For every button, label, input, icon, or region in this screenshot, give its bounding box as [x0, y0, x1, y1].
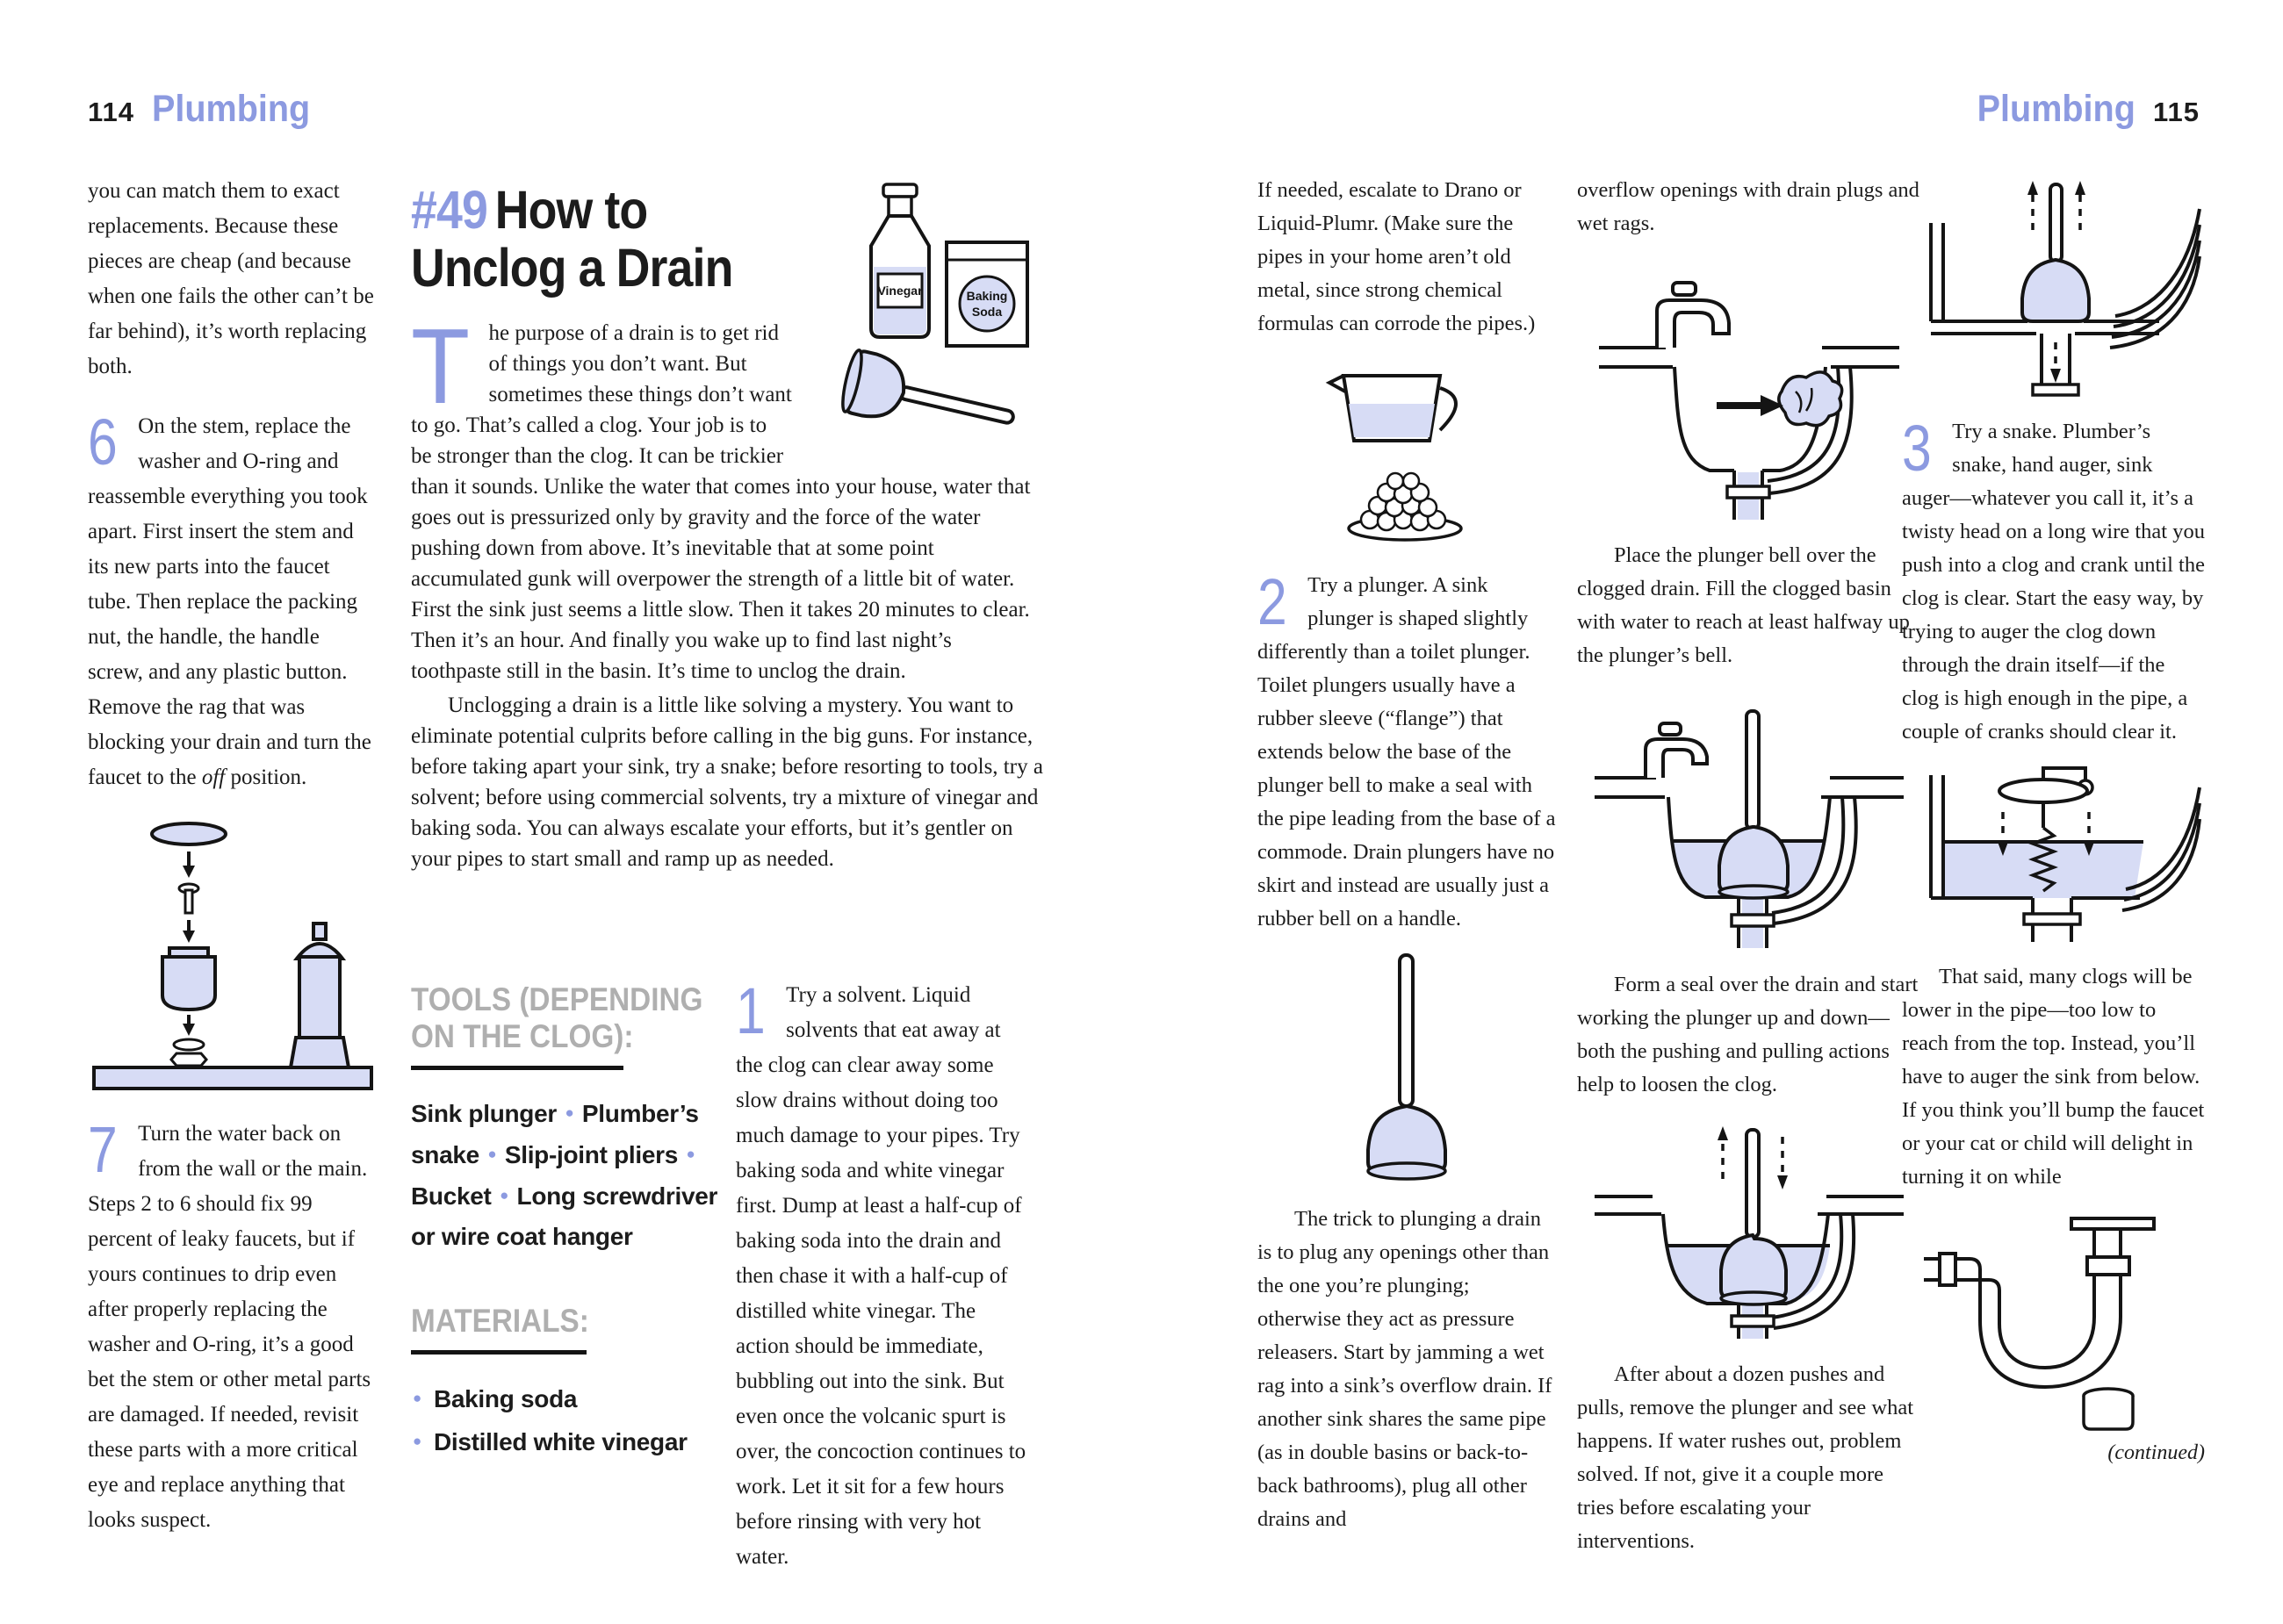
- clogs-lower-paragraph: That said, many clogs will be lower in the pipe—too low to reach from the top. Instead, you’ll have to auger the sink from below. If you think you’ll bump the faucet or your cat or child will delight in turning it on while: [1902, 965, 2205, 1189]
- tool-item: Bucket: [411, 1182, 492, 1210]
- right-page-column-1: [1257, 174, 1556, 1536]
- materials-rule: [411, 1350, 587, 1355]
- plunger-lying: [839, 349, 1020, 444]
- step-7-number: 7: [88, 1113, 118, 1186]
- tools-list: [411, 1093, 723, 1257]
- step-1-text: Try a solvent. Liquid solvents that eat away at the clog can clear away some slow drains without doing too much damage to your pipes. Try baking soda and white vinegar first. Dump at least a half-cup of baking soda into the drain and then chase it with a half-cup of distilled white vinegar. The action should be immediate, bubbling out into the sink. But even once the volcanic spurt is over, the concoction continues to work. Let it sit for a few hours before rinsing with very hot water.: [736, 983, 1026, 1569]
- step-1: [736, 974, 1027, 1575]
- overflow-paragraph: overflow openings with drain plugs and wet rags.: [1577, 178, 1919, 235]
- bullet-dot: ●: [413, 1390, 421, 1406]
- tool-item: Plumber’s snake: [411, 1100, 699, 1168]
- svg-text:Baking: Baking: [966, 289, 1008, 303]
- feature-article: [411, 181, 1047, 874]
- step-7: [88, 1113, 378, 1538]
- continued-note: (continued): [2107, 1441, 2205, 1464]
- sink-plunger-working-illustration: [1591, 1123, 1907, 1342]
- plunger-pull-up-illustration: [1905, 174, 2203, 398]
- arrow-down: [2050, 369, 2061, 383]
- p-trap-illustration: [1922, 1211, 2186, 1433]
- tools-heading-line-1: TOOLS (DEPENDING: [411, 981, 703, 1017]
- step-6-number: 6: [88, 406, 118, 478]
- feature-title-line-1: #49 How to: [411, 180, 648, 240]
- feature-intro-paragraph: The purpose of a drain is to get rid of things you don’t want. But sometimes these things don’t want to go. That’s called a clog. Your job is to be stronger than the clog. It can be trickier than it sounds. Unlike the water that comes into your house, water that goes out is pressurized only by gravity and the force of the water pushing down from above. It’s inevitable that at some point accumulated gunk will overpower the strength of a little bit of water. First the sink just seems a little slow. Then it takes 20 minutes to clear. Then it’s an hour. And finally you wake up to find last night’s toothpaste still in the basin. It’s time to unclog the drain.: [411, 306, 1031, 683]
- right-page-column-3: [1902, 174, 2205, 1465]
- step-1-column: [736, 953, 1027, 1575]
- drop-cap: T: [411, 306, 471, 426]
- feature-number: #49: [411, 180, 487, 240]
- svg-text:Soda: Soda: [971, 305, 1003, 319]
- materials-item: ● Distilled white vinegar: [413, 1428, 688, 1455]
- step-6-text: On the stem, replace the washer and O-ring and reassemble everything you took apart. First insert the stem and its new parts into the faucet tube. Then replace the packing nut, the handle, the handle screw, and any plastic button. Remove the rag that was blocking your drain and turn the faucet to the off position.: [88, 414, 371, 789]
- step-7-text: Turn the water back on from the wall or the main. Steps 2 to 6 should fix 99 percent of leaky faucets, but if yours continues to drip even after properly replacing the washer and O-ring, it’s a good bet the stem or other metal parts are damaged. If needed, revisit these parts with a more critical eye and replace anything that looks suspect.: [88, 1122, 371, 1532]
- sink-plunger-bell-illustration: [1591, 693, 1907, 952]
- tool-item: Sink plunger: [411, 1100, 557, 1127]
- step-2-text: Try a plunger. A sink plunger is shaped slightly differently than a toilet plunger. Toilet plungers usually have a rubber sleeve (“flange”) that extends below the base of the plunger bell to make a seal with the pipe leading from the base of a commode. Drain plungers have no skirt and instead are usually just a rubber bell on a handle.: [1257, 573, 1556, 931]
- foam-pile: [1361, 473, 1445, 530]
- tools-materials-block: [411, 981, 723, 1463]
- step-6: [88, 406, 378, 795]
- place-plunger-paragraph: Place the plunger bell over the clogged drain. Fill the clogged basin with water to reach at least halfway up the plunger’s bell.: [1577, 543, 1910, 667]
- materials-item: ● Baking soda: [413, 1385, 578, 1412]
- bullet-dot: ●: [565, 1104, 574, 1121]
- arrow-up: [2027, 181, 2038, 195]
- arrow-up: [2075, 181, 2085, 195]
- feature-title-line-2: Unclog a Drain: [411, 238, 733, 298]
- bullet-dot: ●: [686, 1146, 695, 1162]
- arrow-up: [1718, 1126, 1728, 1140]
- bullet-dot: ●: [500, 1187, 509, 1204]
- step-2: [1257, 565, 1556, 936]
- escalate-paragraph: If needed, escalate to Drano or Liquid-Plumr. (Make sure the pipes in your home aren’t old metal, since strong chemical formulas can corrode the pipes.): [1257, 178, 1536, 335]
- materials-list: [411, 1377, 723, 1463]
- step-2-number: 2: [1257, 565, 1287, 638]
- materials-heading: MATERIALS:: [411, 1303, 589, 1339]
- faucet-parts-illustration: [92, 818, 373, 1092]
- page-header-right: [1963, 88, 2200, 131]
- step-3-number: 3: [1902, 412, 1932, 485]
- step-3-text: Try a snake. Plumber’s snake, hand auger, sink auger—whatever you call it, it’s a twisty head on a long wire that you push into a clog and crank until the clog is clear. Start the easy way, by trying to auger the clog down through the drain itself—if the clog is high enough in the pipe, a couple of cranks should clear it.: [1902, 420, 2205, 744]
- page-number-right: 115: [2152, 97, 2200, 127]
- feature-title: [411, 181, 1047, 297]
- standing-plunger-illustration: [1350, 952, 1463, 1190]
- step-1-number: 1: [736, 974, 766, 1047]
- section-title-right: Plumbing: [1977, 88, 2135, 130]
- page-header-left: [88, 88, 324, 131]
- feature-second-paragraph: Unclogging a drain is a little like solving a mystery. You want to eliminate potential culprits before calling in the big guns. For instance, before taking apart your sink, try a snake; before resorting to tools, try a solvent; before using commercial solvents, try a mixture of vinegar and baking soda. You can always escalate your efforts, but it’s gentler on your pipes to start small and ramp up as needed.: [411, 693, 1043, 871]
- step-3: [1902, 412, 2205, 749]
- after-dozen-paragraph: After about a dozen pushes and pulls, remove the plunger and see what happens. If water rushes out, problem solved. If not, give it a couple more tries before escalating your interventions.: [1577, 1362, 1914, 1553]
- tool-item: Long screwdriver or wire coat hanger: [411, 1182, 718, 1250]
- arrow-down: [1777, 1175, 1788, 1189]
- tools-heading-line-2: ON THE CLOG):: [411, 1018, 634, 1054]
- carryover-paragraph: you can match them to exact replacements. Because these pieces are cheap (and because when one fails the other can’t be far behind), it’s worth replacing both.: [88, 179, 374, 378]
- svg-text:Vinegar: Vinegar: [877, 284, 923, 298]
- tools-rule: [411, 1066, 623, 1070]
- section-title-left: Plumbing: [152, 88, 311, 130]
- page-number-left: 114: [88, 97, 135, 127]
- form-seal-paragraph: Form a seal over the drain and start working the plunger up and down—both the pushing and pulling actions help to loosen the clog.: [1577, 973, 1919, 1096]
- faucet-stem-parts: [152, 823, 226, 1066]
- hand-auger-illustration: [1905, 766, 2203, 946]
- left-page-column-1: [88, 174, 378, 1538]
- sink-rag-overflow-illustration: [1595, 260, 1903, 523]
- bullet-dot: ●: [487, 1146, 497, 1162]
- bullet-dot: ●: [413, 1433, 421, 1449]
- measuring-cup-illustration: [1317, 358, 1497, 544]
- tool-item: Slip-joint pliers: [504, 1141, 678, 1168]
- plunging-trick-paragraph: The trick to plunging a drain is to plug any openings other than the one you’re plunging; otherwise they act as pressure releasers. Start by jamming a wet rag into a sink’s overflow drain. If another sink shares the same pipe (as in double basins or back-to-back bathrooms), plug all other drains and: [1257, 1207, 1552, 1531]
- faucet-body: [291, 923, 349, 1067]
- right-page-column-2: [1577, 174, 1921, 1558]
